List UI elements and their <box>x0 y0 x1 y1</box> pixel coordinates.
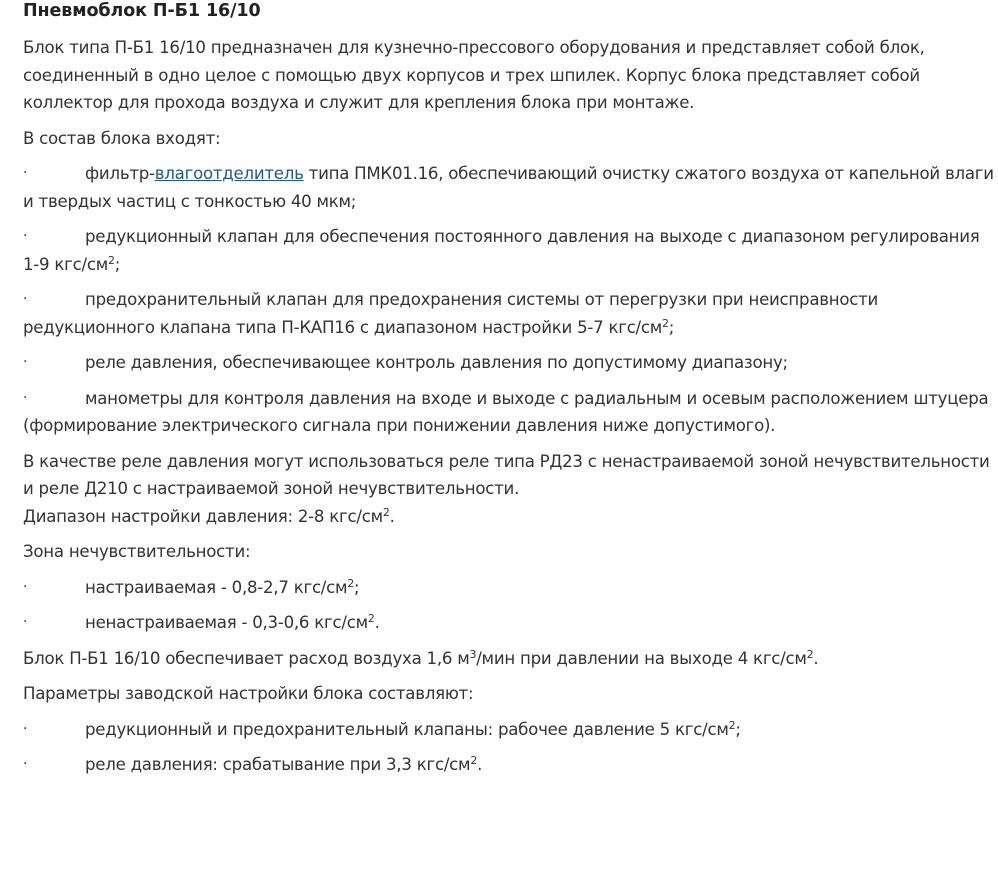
bullet-icon: · <box>23 165 28 181</box>
list-item-zone-adjustable: · настраиваемая - 0,8-2,7 кгс/$см^2$; <box>23 574 998 602</box>
flow-paragraph: Блок П-Б1 16/10 обеспечивает расход воздуха 1,6 $м^3$/мин при давлении на выходе 4 кгс/$см^2$. <box>23 647 819 668</box>
list-item-zone-fixed: · ненастраиваемая - 0,3-0,6 кгс/$см^2$. <box>23 609 998 637</box>
list-item-reducing-valve: · редукционный клапан для обеспечения постоянного давления на выходе с диапазоном регулирования 1-9 кгс/$см^2$; <box>23 223 998 278</box>
bullet-icon: · <box>23 228 28 244</box>
composition-heading: В состав блока входят: <box>23 128 221 148</box>
list-item-filter: · фильтр-влагоотделитель типа ПМК01.16, обеспечивающий очистку сжатого воздуха от капельной влаги и твердых частиц с тонкостью 40 мкм; <box>23 160 998 215</box>
zone-heading: Зона нечувствительности: <box>23 542 251 561</box>
bullet-icon: · <box>23 354 28 370</box>
list-item-factory-relay: · реле давления: срабатывание при 3,3 кгс/$см^2$. <box>23 751 998 779</box>
factory-heading: Параметры заводской настройки блока составляют: <box>23 684 474 703</box>
bullet-icon: · <box>23 389 28 406</box>
link-moisture-separator[interactable]: влагоотделитель <box>154 164 304 183</box>
range-paragraph: Диапазон настройки давления: 2-8 кгс/$см^2$. <box>23 505 395 526</box>
intro-paragraph: Блок типа П-Б1 16/10 предназначен для кузнечно-прессового оборудования и представляет собой блок, соединенный в одно целое с помощью двух корпусов и трех шпилек. Корпус блока представляет собой коллектор для прохода воздуха и служит для крепления блока при монтаже. <box>23 38 925 112</box>
bullet-icon: · <box>23 578 28 595</box>
bullet-icon: · <box>23 756 28 772</box>
relay-paragraph: В качестве реле давления могут использоваться реле типа РД23 с ненастраиваемой зоной нечувствительности и реле Д210 с настраиваемой зоной нечувствительности. <box>23 451 990 498</box>
bullet-icon: · <box>23 720 28 737</box>
list-item-manometers: · манометры для контроля давления на входе и выходе с радиальным и осевым расположением штуцера (формирование электрического сигнала при понижении давления ниже допустимого). <box>23 385 998 440</box>
bullet-icon: · <box>23 614 28 630</box>
bullet-icon: · <box>23 291 28 307</box>
list-item-factory-valves: · редукционный и предохранительный клапаны: рабочее давление 5 кгс/$см^2$; <box>23 716 998 744</box>
list-item-pressure-relay: · реле давления, обеспечивающее контроль давления по допустимому диапазону; <box>23 349 998 377</box>
page-title: Пневмоблок П-Б1 16/10 <box>23 1 261 21</box>
list-item-safety-valve: · предохранительный клапан для предохранения системы от перегрузки при неисправности редукционного клапана типа П-КАП16 с диапазоном настройки 5-7 кгс/$см^2$; <box>23 286 998 341</box>
